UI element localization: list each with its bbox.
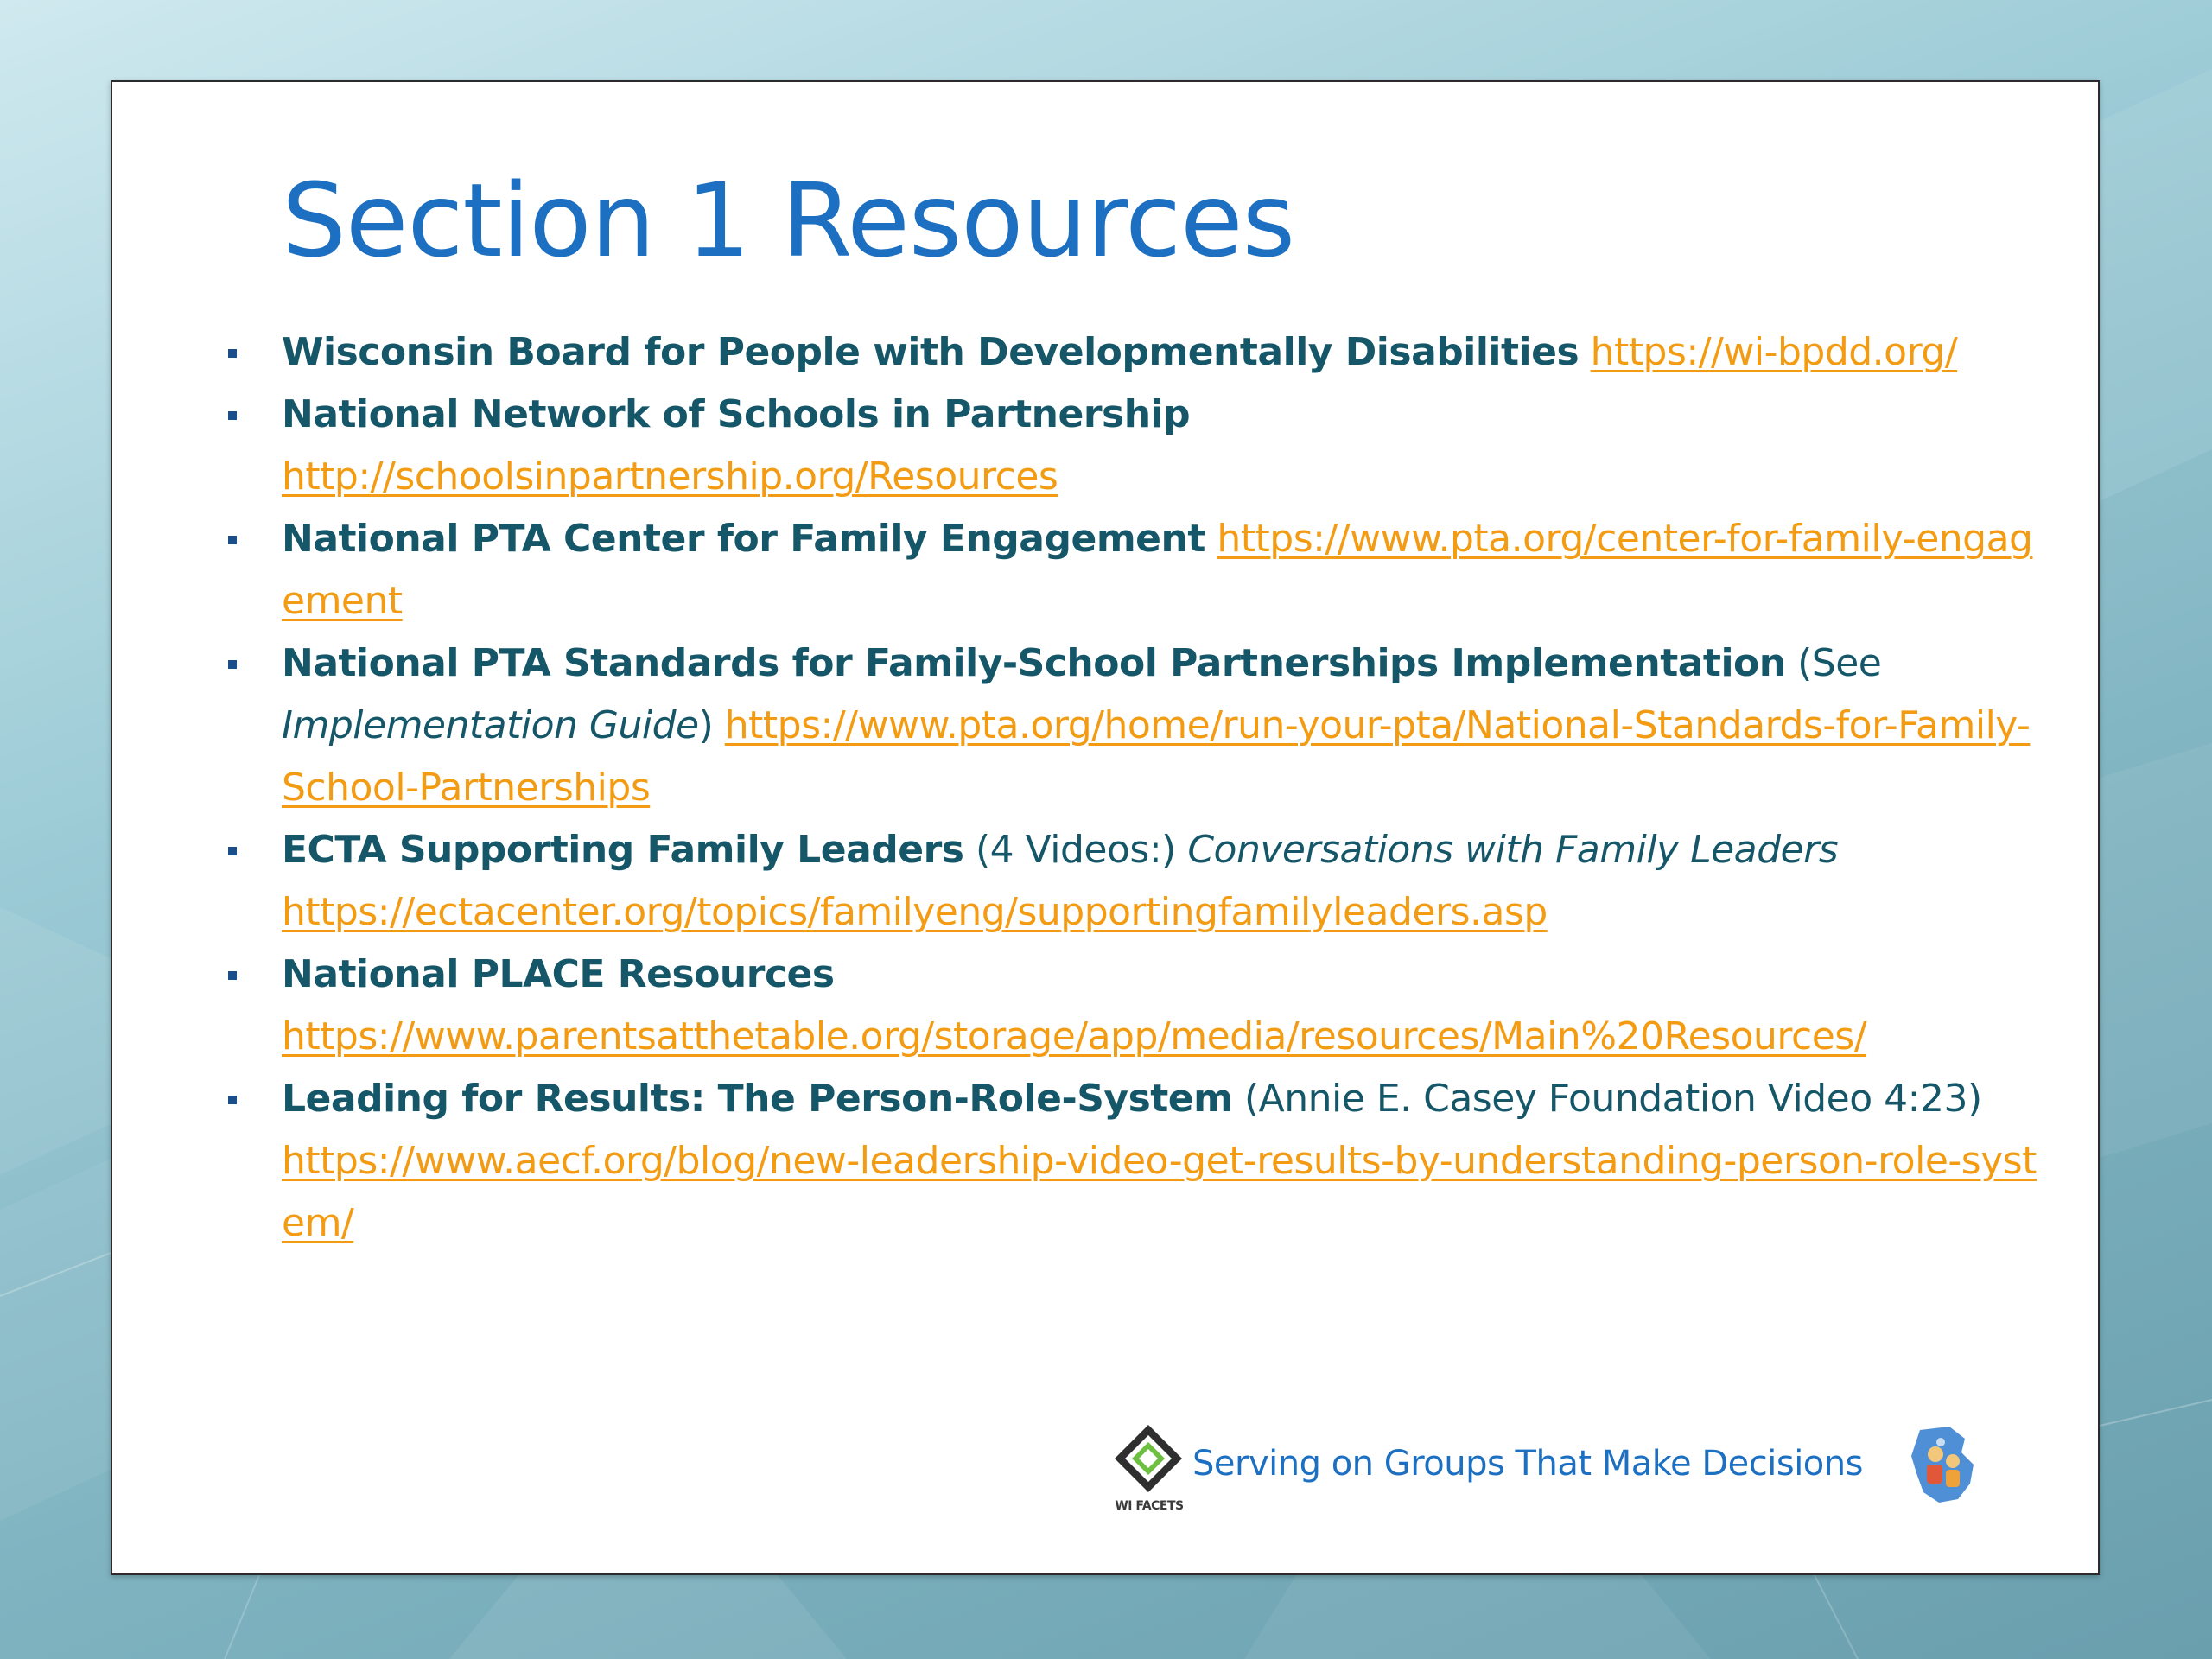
resource-note-italic: Conversations with Family Leaders [1187, 828, 1839, 872]
resource-item [199, 819, 2039, 944]
resource-item [199, 384, 2039, 508]
resource-item [199, 944, 2039, 1068]
resource-link[interactable]: http://schoolsinpartnership.org/Resources [282, 454, 1058, 499]
bullet-icon [228, 1096, 237, 1104]
resource-name: National PTA Standards for Family-School Partnerships Implementation [282, 641, 1786, 685]
bullet-icon [228, 847, 237, 855]
slide [111, 80, 2100, 1575]
resource-name: Leading for Results: The Person-Role-System [282, 1077, 1233, 1121]
resource-link[interactable]: https://www.pta.org/home/run-your-pta/National-Standards-for-Family-School-Partnerships [282, 703, 2031, 810]
bullet-icon [228, 660, 237, 669]
footer-text: Serving on Groups That Make Decisions [1192, 1444, 1863, 1484]
resource-name: ECTA Supporting Family Leaders [282, 828, 964, 872]
resource-link[interactable]: https://www.parentsatthetable.org/storage/app/media/resources/Main%20Resources/ [282, 1014, 1867, 1058]
resource-list [199, 321, 2039, 1255]
bullet-icon [228, 536, 237, 544]
bullet-icon [228, 971, 237, 980]
resource-link[interactable]: https://wi-bpdd.org/ [1590, 330, 1958, 374]
resource-name: National PTA Center for Family Engagement [282, 517, 1205, 561]
wisconsin-map-emblem-icon [1904, 1421, 1982, 1508]
resource-link[interactable]: https://www.pta.org/center-for-family-engagement [282, 517, 2033, 623]
footer-logo-label: WI FACETS [1115, 1499, 1184, 1513]
resource-note: (See [1797, 641, 1882, 685]
resource-note-close: ) [698, 703, 714, 747]
resource-item [199, 321, 2039, 384]
resource-item [199, 632, 2039, 819]
resource-name: Wisconsin Board for People with Developmentally Disabilities [282, 330, 1580, 374]
resource-note-italic: Implementation Guide [282, 703, 699, 747]
resource-link[interactable]: https://ectacenter.org/topics/familyeng/supportingfamilyleaders.asp [282, 890, 1548, 934]
bullet-icon [228, 411, 237, 420]
slide-title: Section 1 Resources [282, 161, 1295, 280]
resource-note: (4 Videos:) [975, 828, 1176, 872]
resource-item [199, 1068, 2039, 1255]
resource-link[interactable]: https://www.aecf.org/blog/new-leadership-video-get-results-by-understanding-person-role-system/ [282, 1139, 2037, 1245]
resource-name: National PLACE Resources [282, 952, 835, 996]
bullet-icon [228, 349, 237, 358]
resource-note: (Annie E. Casey Foundation Video 4:23) [1244, 1077, 1982, 1121]
resource-item [199, 508, 2039, 632]
footer [1109, 1420, 1982, 1515]
resource-name: National Network of Schools in Partnership [282, 392, 1191, 436]
